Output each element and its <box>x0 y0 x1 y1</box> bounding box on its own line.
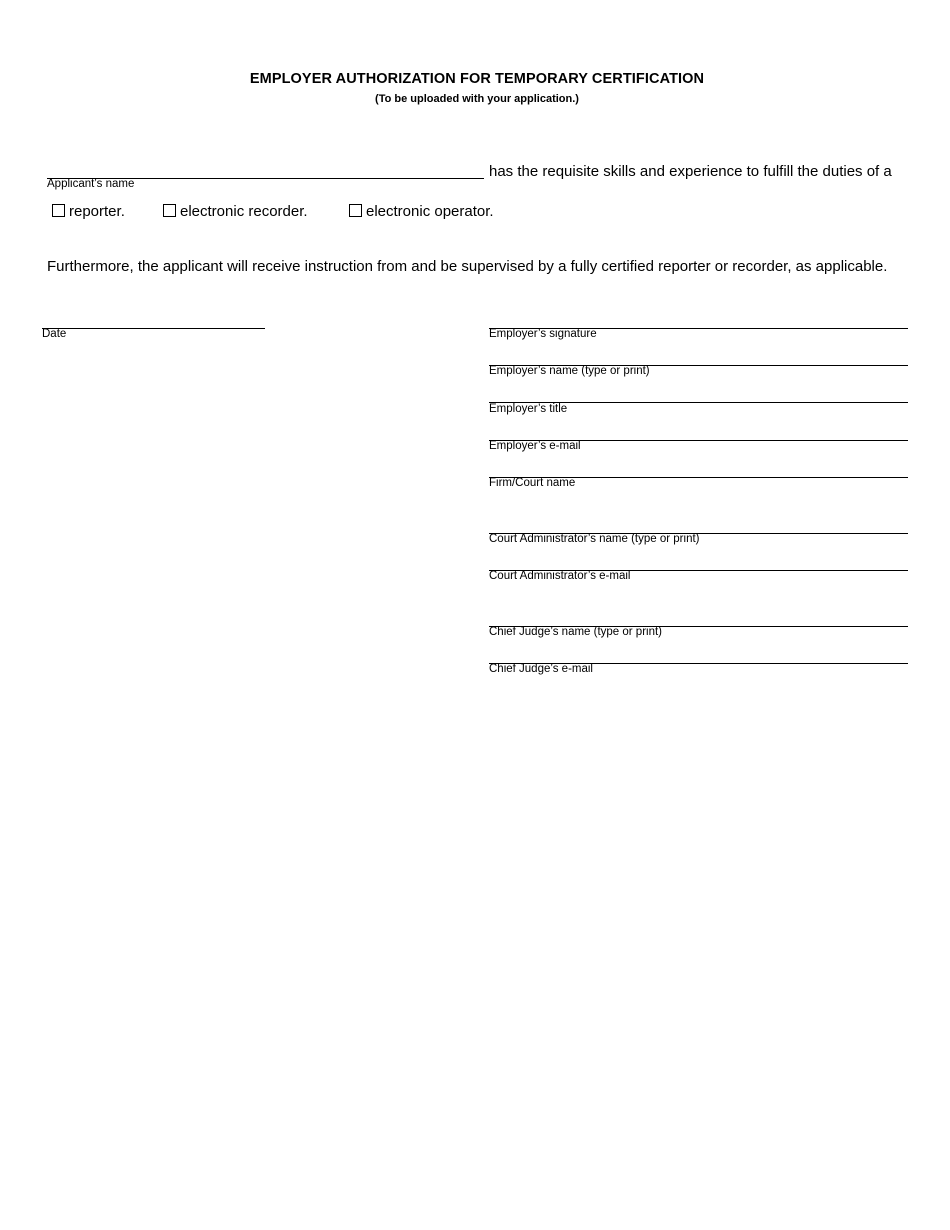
option-electronic-recorder[interactable] <box>163 202 308 220</box>
electronic-operator-label: electronic operator. <box>366 202 494 220</box>
date-field[interactable] <box>42 328 265 329</box>
firm-court-name-label: Firm/Court name <box>489 477 576 489</box>
applicant-name-label: Applicant’s name <box>47 178 135 190</box>
employer-name-label: Employer’s name (type or print) <box>489 365 650 377</box>
reporter-label: reporter. <box>69 202 125 220</box>
electronic-recorder-checkbox[interactable] <box>163 204 176 217</box>
option-reporter[interactable] <box>52 202 125 220</box>
form-title: EMPLOYER AUTHORIZATION FOR TEMPORARY CERTIFICATION <box>249 71 705 87</box>
court-administrator-email-label: Court Administrator’s e-mail <box>489 570 631 582</box>
date-label: Date <box>42 328 67 340</box>
employer-signature-label: Employer’s signature <box>489 328 597 340</box>
supervision-statement: Furthermore, the applicant will receive instruction from and be supervised by a fully certified reporter or recorder, as applicable. <box>47 258 888 275</box>
chief-judge-email-label: Chief Judge’s e-mail <box>489 663 593 675</box>
reporter-checkbox[interactable] <box>52 204 65 217</box>
form-subtitle: (To be uploaded with your application.) <box>375 93 579 105</box>
requisite-statement: has the requisite skills and experience to fulfill the duties of a <box>489 163 892 180</box>
chief-judge-name-label: Chief Judge’s name (type or print) <box>489 626 663 638</box>
electronic-recorder-label: electronic recorder. <box>180 202 308 220</box>
employer-email-label: Employer’s e-mail <box>489 440 581 452</box>
court-administrator-name-label: Court Administrator’s name (type or print) <box>489 533 700 545</box>
employer-title-label: Employer’s title <box>489 403 568 415</box>
option-electronic-operator[interactable] <box>349 202 494 220</box>
electronic-operator-checkbox[interactable] <box>349 204 362 217</box>
